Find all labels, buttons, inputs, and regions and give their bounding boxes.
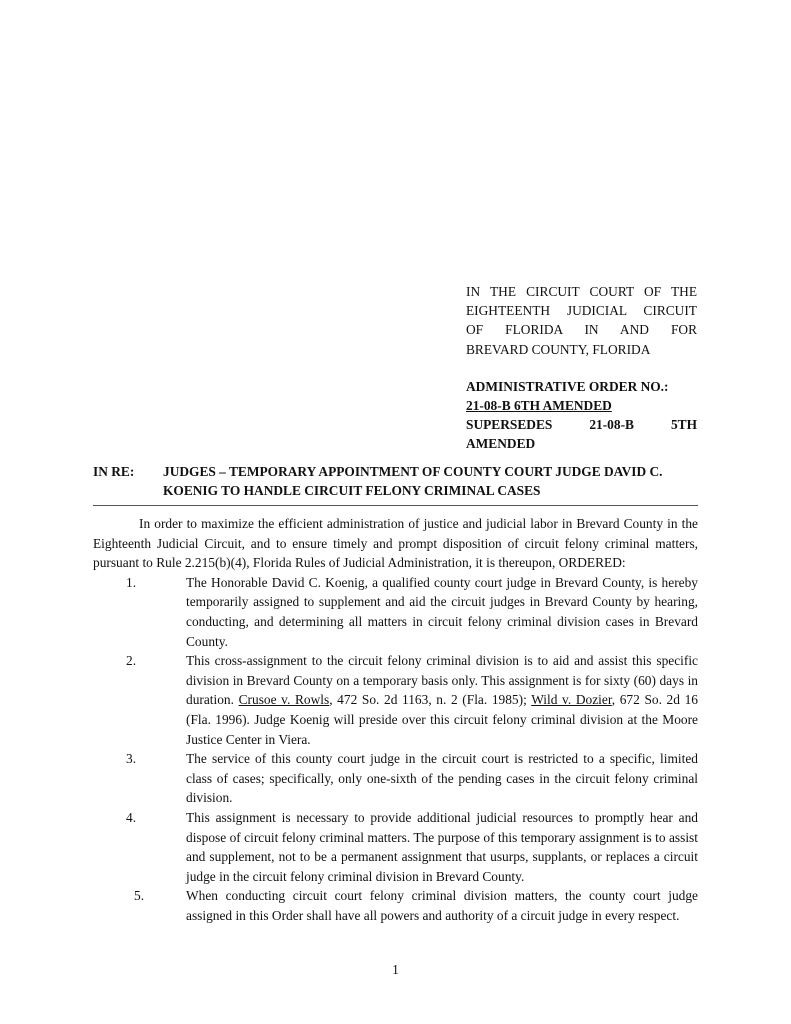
item-number: 3. (126, 751, 137, 767)
order-number-block (466, 377, 697, 454)
numbered-item (93, 886, 698, 925)
item-number: 5. (134, 888, 145, 904)
divider-line (93, 505, 698, 506)
page-number: 1 (392, 962, 399, 977)
court-line: IN THE CIRCUIT COURT OF THE (466, 284, 697, 299)
numbered-item (93, 651, 698, 749)
item-number: 4. (126, 809, 137, 825)
item-text: The service of this county court judge in the circuit court is restricted to a specific, limited class of cases; specifically, only one-sixth of the pending cases in the circuit felony criminal division. (186, 751, 698, 806)
item-text: This assignment is necessary to provide additional judicial resources to promptly hear and dispose of circuit felony criminal matters. The purpose of this temporary assignment is to assist and supplement, not to be a permanent assignment that usurps, supplants, or replaces a circuit judge in the circuit felony criminal division in Brevard County. (186, 809, 698, 884)
court-heading (466, 282, 697, 359)
item-text-part: , 472 So. 2d 1163, n. 2 (Fla. 1985); (329, 692, 532, 708)
order-body (93, 514, 698, 925)
item-text: The Honorable David C. Koenig, a qualified county court judge in Brevard County, is hereby temporarily assigned to supplement and aid the circuit judges in Brevard County by hearing, conducting, and determining all matters in circuit felony criminal division cases in Brevard County. (186, 574, 698, 649)
item-text-part: This cross-assignment to the circuit felony criminal division is to aid and assist this specific division in Brevard County on a temporary basis only. This assignment is for sixty (60) days in duration. (186, 653, 698, 708)
in-re-heading (93, 462, 698, 500)
item-number: 2. (126, 653, 137, 669)
court-line: BREVARD COUNTY, FLORIDA (466, 341, 651, 357)
item-text: When conducting circuit court felony criminal division matters, the county court judge assigned in this Order shall have all powers and authority of a circuit judge in every respect. (186, 888, 698, 923)
case-citation: Wild v. Dozier (531, 692, 612, 708)
intro-paragraph: In order to maximize the efficient administration of justice and judicial labor in Brevard County in the Eighteenth Judicial Circuit, and to ensure timely and prompt disposition of circuit felony criminal matters, pursuant to Rule 2.215(b)(4), Florida Rules of Judicial Administration, it is thereupon, ORDERED: (93, 516, 698, 571)
item-text (186, 651, 698, 749)
item-text-part: , 672 So. 2d 16 (Fla. 1996). Judge Koenig will preside over this circuit felony criminal division at the Moore Justice Center in Viera. (186, 692, 698, 747)
supersedes-line: SUPERSEDES 21-08-B 5TH (466, 417, 697, 433)
court-line: OF FLORIDA IN AND FOR (466, 322, 697, 338)
case-caption (466, 282, 697, 454)
numbered-item (93, 573, 698, 651)
order-number: 21-08-B 6TH AMENDED (466, 398, 612, 414)
court-line: EIGHTEENTH JUDICIAL CIRCUIT (466, 303, 697, 319)
supersedes-continued: AMENDED (466, 436, 536, 452)
case-citation: Crusoe v. Rowls (238, 692, 330, 708)
numbered-item (93, 749, 698, 808)
order-number-label: ADMINISTRATIVE ORDER NO.: (466, 378, 669, 394)
in-re-label: IN RE: (93, 464, 135, 479)
numbered-item (93, 808, 698, 886)
item-number: 1. (126, 574, 137, 590)
in-re-subject: JUDGES – TEMPORARY APPOINTMENT OF COUNTY COURT JUDGE DAVID C. KOENIG TO HANDLE CIRCUIT FELONY CRIMINAL CASES (163, 464, 663, 499)
